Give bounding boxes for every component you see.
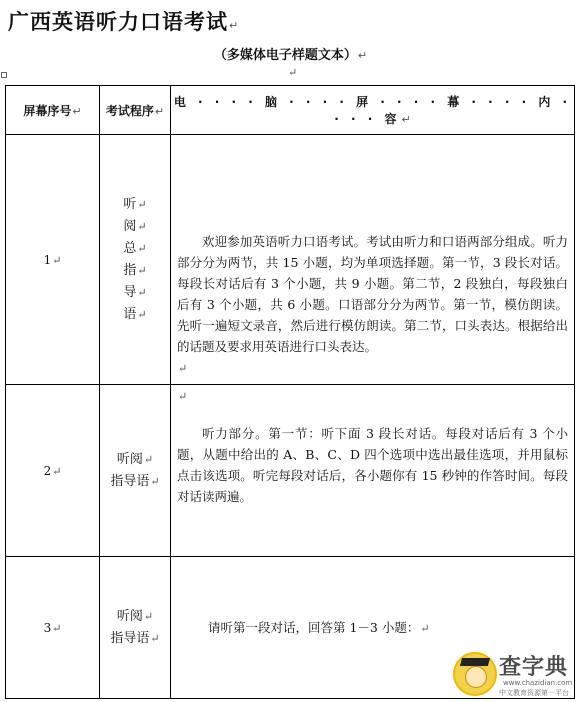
- paragraph-mark: ↵: [143, 452, 154, 466]
- mascot-icon: [453, 652, 497, 696]
- face-icon: [465, 666, 487, 688]
- paragraph-mark: ↵: [178, 390, 188, 403]
- content-paragraph: [171, 617, 574, 639]
- paragraph-mark: ↵: [420, 621, 430, 635]
- table-row: [6, 385, 575, 557]
- procedure-line: 指导语: [110, 473, 150, 489]
- procedure-line: 阅: [123, 218, 137, 234]
- paragraph-mark: ↵: [137, 241, 147, 255]
- paragraph-mark: ↵: [150, 474, 160, 488]
- row-number-cell: [6, 557, 100, 699]
- document-subtitle: [0, 44, 581, 63]
- watermark-url: www.chazidian.com: [503, 679, 573, 687]
- table-row: [6, 135, 575, 385]
- procedure-line: 听阅: [116, 608, 143, 624]
- exam-table: [5, 85, 575, 699]
- graduation-cap-icon: [460, 658, 490, 666]
- content-text: 请听第一段对话，回答第 1－3 小题：: [208, 619, 420, 635]
- paragraph-mark: ↵: [357, 49, 368, 62]
- paragraph-mark: ↵: [137, 219, 147, 233]
- row-number: 3: [43, 620, 52, 635]
- procedure-line: 听阅: [116, 451, 143, 467]
- content-cell: [171, 385, 575, 557]
- row-number-cell: [6, 135, 100, 385]
- paragraph-mark: ↵: [401, 113, 411, 126]
- paragraph-mark: ↵: [137, 285, 147, 299]
- header-content: [171, 86, 575, 135]
- paragraph-mark: ↵: [178, 362, 188, 375]
- watermark-tagline: 中文教育资源第一平台: [499, 689, 569, 697]
- paragraph-mark: ↵: [288, 66, 298, 79]
- watermark-logo: [453, 650, 571, 698]
- content-paragraph: [171, 423, 574, 507]
- procedure-cell: [100, 557, 171, 699]
- row-number: 2: [43, 463, 52, 478]
- row-number-cell: [6, 385, 100, 557]
- paragraph-mark: ↵: [137, 307, 147, 321]
- paragraph-mark: ↵: [137, 263, 147, 277]
- paragraph-mark: ↵: [137, 197, 147, 211]
- procedure-line: 总: [123, 240, 137, 256]
- content-paragraph: [171, 231, 574, 357]
- header-procedure: [100, 86, 171, 135]
- paragraph-mark: ↵: [52, 253, 62, 267]
- row-number: 1: [43, 252, 52, 267]
- header-screen-no-text: 屏幕序号: [23, 103, 72, 118]
- content-text: 听力部分。第一节：听下面 3 段长对话。每段对话后有 3 个小题，从题中给出的 A、B、C、D 四个选项中选出最佳选项，并用鼠标点击该选项。听完每段对话后，各小题你有 15 秒钟的作答时间。每段对话读两遍。: [177, 426, 568, 504]
- title-text: 广西英语听力口语考试: [8, 10, 228, 34]
- header-procedure-text: 考试程序: [105, 103, 154, 118]
- paragraph-mark: ↵: [52, 621, 62, 635]
- paragraph-mark: ↵: [143, 609, 154, 623]
- table-anchor-marker: [1, 72, 7, 78]
- content-text: 欢迎参加英语听力口语考试。考试由听力和口语两部分组成。听力部分分为两节，共 15 小题，均为单项选择题。第一节，3 段长对话。每段长对话后有 3 个小题，共 9 小题。第二节，2 段独白，每段独白后有 3 个小题，共 6 小题。口语部分分为两节。第一节，模仿朗读。先听一遍短文录音，然后进行模仿朗读。第二节，口头表达。根据给出的话题及要求用英语进行口头表达。: [177, 234, 568, 354]
- paragraph-mark: ↵: [150, 631, 160, 645]
- paragraph-mark: ↵: [72, 104, 82, 118]
- document-title: [8, 6, 239, 36]
- subtitle-text: （多媒体电子样题文本）: [213, 48, 357, 63]
- procedure-line: 指: [123, 262, 137, 278]
- procedure-line: 听: [123, 196, 137, 212]
- procedure-cell: [100, 385, 171, 557]
- procedure-cell: [100, 135, 171, 385]
- content-cell: [171, 135, 575, 385]
- procedure-line: 语: [123, 306, 137, 322]
- header-screen-no: [6, 86, 100, 135]
- paragraph-mark: ↵: [229, 19, 240, 32]
- watermark-brand: 查字典: [499, 655, 569, 680]
- paragraph-mark: ↵: [154, 104, 165, 118]
- header-content-text: 电 · · · · 脑 · · · · 屏 · · · · 幕 · · · · 内 · · · · 容: [173, 95, 572, 126]
- procedure-line: 指导语: [110, 630, 150, 646]
- procedure-line: 导: [123, 284, 137, 300]
- paragraph-mark: ↵: [52, 464, 62, 478]
- table-header-row: [6, 86, 575, 135]
